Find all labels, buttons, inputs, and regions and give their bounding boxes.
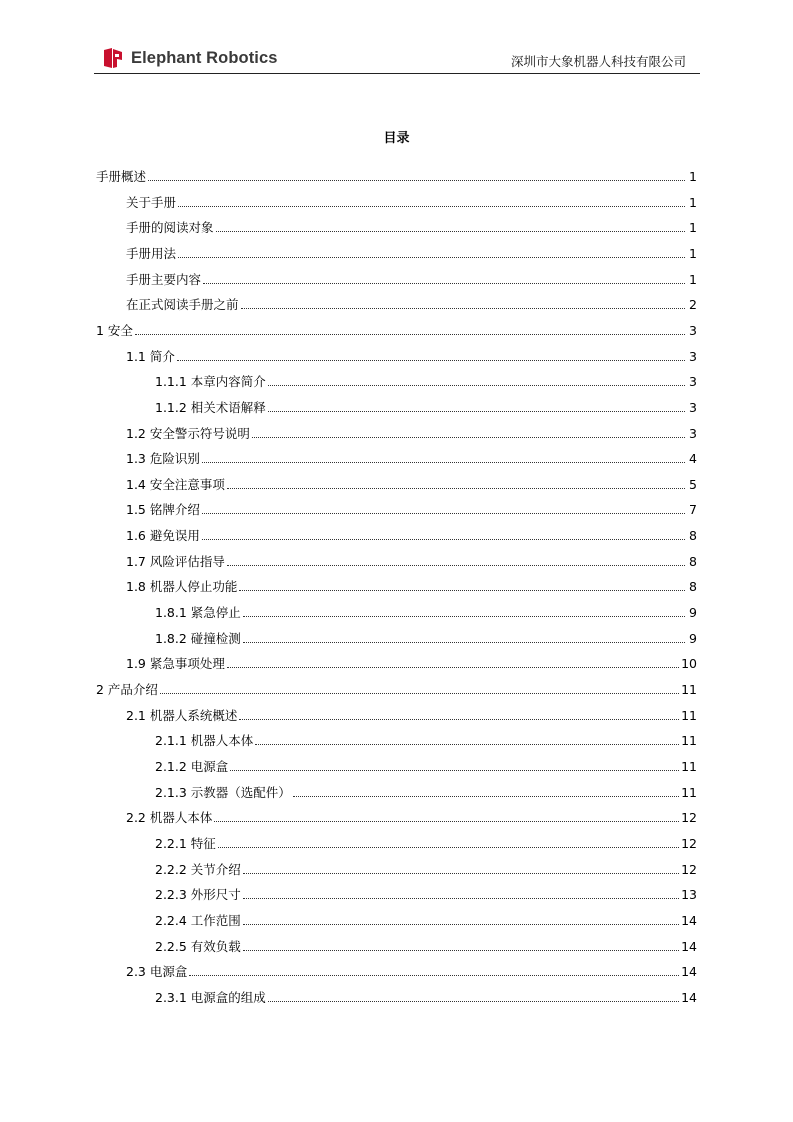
toc-entry-page-number: 11 [681,784,697,800]
toc-entry-label: 1.6 避免误用 [126,528,200,544]
toc-dot-leader [189,963,679,976]
toc-entry[interactable] [126,809,697,827]
toc-entry[interactable] [126,707,697,725]
toc-dot-leader [243,912,679,925]
toc-entry-label: 2.3 电源盒 [126,964,188,980]
toc-entry-label: 1.1.1 本章内容简介 [155,374,266,390]
toc-entry[interactable] [155,989,697,1007]
toc-entry[interactable] [155,938,697,956]
toc-dot-leader [252,425,685,438]
toc-entry-label: 1.8 机器人停止功能 [126,579,238,595]
toc-entry-page-number: 10 [681,656,697,672]
toc-entry-page-number: 11 [681,758,697,774]
toc-dot-leader [227,553,685,566]
toc-entry[interactable] [155,886,697,904]
toc-entry[interactable] [126,476,697,494]
toc-entry-label: 1.8.2 碰撞检测 [155,630,241,646]
toc-dot-leader [243,886,679,899]
toc-entry-page-number: 3 [689,374,697,390]
toc-entry-page-number: 5 [689,476,697,492]
toc-entry[interactable] [96,168,697,186]
toc-entry-page-number: 14 [681,989,697,1005]
toc-entry-label: 1.5 铭牌介绍 [126,502,200,518]
toc-entry[interactable] [126,348,697,366]
toc-entry-label: 手册的阅读对象 [126,220,214,236]
toc-entry-label: 1.7 风险评估指导 [126,553,225,569]
toc-dot-leader [214,809,679,822]
toc-entry-label: 手册主要内容 [126,271,202,287]
toc-entry-page-number: 1 [689,271,697,287]
toc-dot-leader [216,219,685,232]
toc-entry-page-number: 4 [689,451,697,467]
toc-dot-leader [255,732,679,745]
toc-entry-page-number: 11 [681,733,697,749]
toc-dot-leader [243,630,685,643]
toc-entry-label: 2.2.2 关节介绍 [155,861,241,877]
toc-dot-leader [293,784,679,797]
toc-entry-label: 1.1.2 相关术语解释 [155,399,266,415]
toc-entry-page-number: 2 [689,297,697,313]
toc-entry-page-number: 14 [681,912,697,928]
toc-dot-leader [243,938,679,951]
toc-entry-page-number: 1 [689,245,697,261]
toc-entry[interactable] [96,681,697,699]
toc-dot-leader [178,245,685,258]
toc-entry-label: 2 产品介绍 [96,682,158,697]
toc-dot-leader [241,296,685,309]
toc-entry-page-number: 3 [689,322,697,338]
toc-entry-label: 2.2.4 工作范围 [155,912,241,928]
toc-entry-label: 2.1.2 电源盒 [155,758,229,774]
toc-entry[interactable] [126,501,697,519]
toc-entry[interactable] [126,296,697,314]
toc-entry[interactable] [155,835,697,853]
toc-dot-leader [148,168,685,181]
toc-entry-page-number: 13 [681,887,697,903]
toc-entry-page-number: 12 [681,861,697,877]
toc-entry[interactable] [126,655,697,673]
toc-entry[interactable] [126,194,697,212]
toc-entry-page-number: 8 [689,553,697,569]
toc-entry-label: 2.2.5 有效负载 [155,938,241,954]
toc-entry-label: 2.2.1 特征 [155,835,216,851]
toc-entry-page-number: 3 [689,425,697,441]
toc-dot-leader [239,707,679,720]
toc-dot-leader [218,835,679,848]
toc-entry-label: 在正式阅读手册之前 [126,297,239,313]
toc-entry-page-number: 14 [681,964,697,980]
toc-dot-leader [202,527,685,540]
toc-entry-label: 关于手册 [126,194,177,210]
toc-entry-label: 1 安全 [96,322,133,338]
toc-entry[interactable] [155,912,697,930]
toc-entry[interactable] [126,425,697,443]
toc-entry-page-number: 8 [689,528,697,544]
toc-title: 目录 [383,131,410,146]
toc-dot-leader [268,373,685,386]
toc-entry-label: 2.2 机器人本体 [126,810,213,826]
toc-entry-page-number: 14 [681,938,697,954]
toc-entry-label: 1.2 安全警示符号说明 [126,425,250,441]
toc-dot-leader [239,578,685,591]
toc-entry-label: 1.8.1 紧急停止 [155,605,241,621]
toc-entry-page-number: 3 [689,399,697,415]
toc-entry[interactable] [96,322,697,340]
toc-dot-leader [243,604,685,617]
toc-dot-leader [160,681,679,694]
toc-dot-leader [268,399,685,412]
toc-dot-leader [178,194,685,207]
toc-entry[interactable] [155,784,697,802]
toc-entry-page-number: 1 [689,220,697,236]
toc-entry[interactable] [155,758,697,776]
toc-entry-label: 2.3.1 电源盒的组成 [155,989,266,1005]
toc-dot-leader [227,476,685,489]
toc-entry-page-number: 1 [689,169,697,184]
toc-entry-page-number: 1 [689,194,697,210]
toc-entry-page-number: 12 [681,810,697,826]
toc-dot-leader [135,322,685,335]
toc-dot-leader [243,861,679,874]
toc-entry[interactable] [126,553,697,571]
toc-entry[interactable] [126,271,697,289]
toc-dot-leader [202,501,685,514]
toc-entry-page-number: 3 [689,348,697,364]
toc-entry-label: 2.1.1 机器人本体 [155,733,254,749]
toc-entry[interactable] [155,373,697,391]
toc-entry-page-number: 11 [681,707,697,723]
toc-dot-leader [202,450,685,463]
toc-entry[interactable] [126,245,697,263]
toc-entry[interactable] [155,732,697,750]
toc-entry-label: 手册用法 [126,245,177,261]
toc-entry-label: 2.1.3 示教器（选配件） [155,784,291,800]
logo-text: Elephant Robotics [131,48,278,67]
toc-dot-leader [268,989,679,1002]
toc-entry-label: 1.3 危险识别 [126,451,200,467]
toc-entry[interactable] [155,604,697,622]
toc-entry-page-number: 7 [689,502,697,518]
toc-entry[interactable] [126,527,697,545]
toc-dot-leader [227,655,679,668]
toc-entry-page-number: 8 [689,579,697,595]
company-name: 深圳市大象机器人科技有限公司 [510,54,686,69]
toc-entry-label: 2.2.3 外形尺寸 [155,887,241,903]
toc-entry[interactable] [126,578,697,596]
toc-entry[interactable] [126,450,697,468]
toc-entry[interactable] [155,630,697,648]
toc-dot-leader [177,348,685,361]
toc-entry-label: 2.1 机器人系统概述 [126,707,238,723]
toc-entry-label: 1.1 简介 [126,348,175,364]
toc-entry-page-number: 9 [689,630,697,646]
toc-entry-label: 手册概述 [96,169,147,184]
toc-entry-label: 1.9 紧急事项处理 [126,656,225,672]
toc-entry-page-number: 9 [689,605,697,621]
toc-entry-label: 1.4 安全注意事项 [126,476,225,492]
toc-entry[interactable] [126,963,697,981]
toc-dot-leader [203,271,685,284]
toc-entry-page-number: 11 [681,682,697,697]
toc-entry-page-number: 12 [681,835,697,851]
toc-entry[interactable] [126,219,697,237]
toc-entry[interactable] [155,399,697,417]
toc-dot-leader [230,758,679,771]
toc-entry[interactable] [155,861,697,879]
